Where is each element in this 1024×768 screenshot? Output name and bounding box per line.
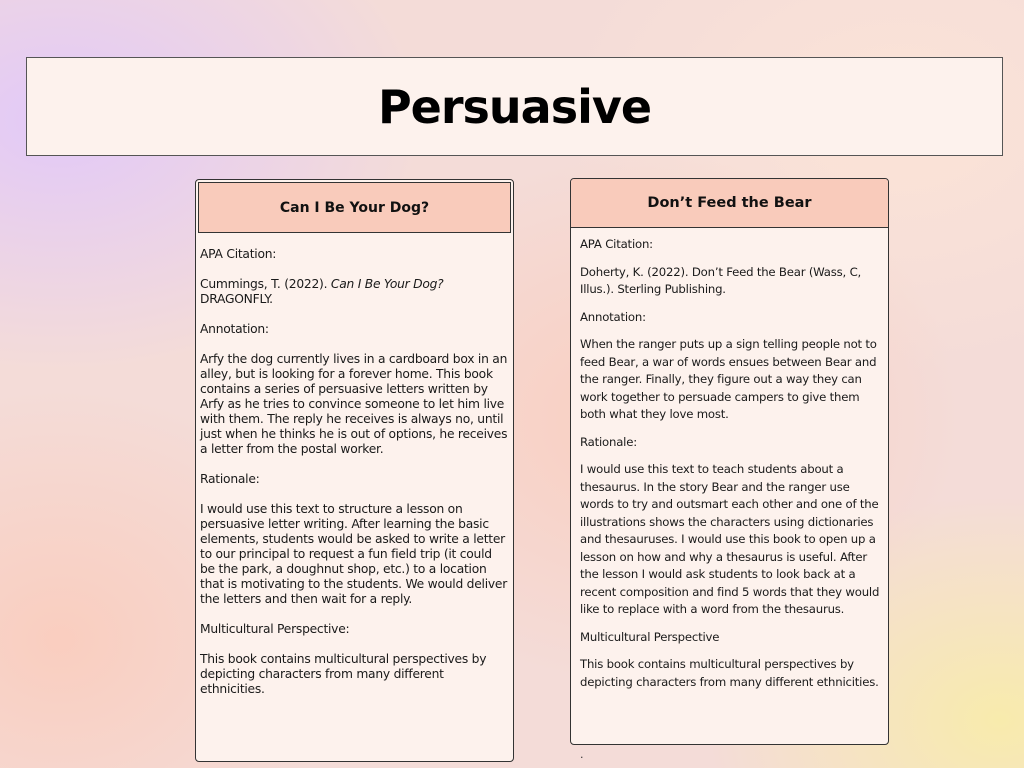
apa-citation: Doherty, K. (2022). Don’t Feed the Bear (Wass, C, Illus.). Sterling Publishing. <box>580 264 862 296</box>
stray-mark: . <box>580 748 584 761</box>
citation-title: Can I Be Your Dog? <box>330 277 444 291</box>
apa-citation <box>200 277 508 307</box>
citation-author-year: Cummings, T. (2022). <box>200 277 331 291</box>
multicultural-text: This book contains multicultural perspectives by depicting characters from many different ethnicities. <box>200 652 487 696</box>
annotation-text: Arfy the dog currently lives in a cardboard box in an alley, but is looking for a forever home. This book contains a series of persuasive letters written by Arfy as he tries to convince someone to let him live with them. The reply he receives is always no, until just when he thinks he is out of options, he receives a letter from the postal worker. <box>200 352 508 456</box>
annotation-label: Annotation: <box>580 309 646 324</box>
apa-citation-label: APA Citation: <box>200 247 277 261</box>
book-card-heading: Don’t Feed the Bear <box>571 179 888 228</box>
annotation-label: Annotation: <box>200 322 269 336</box>
book-card-dont-feed-the-bear <box>570 178 889 745</box>
title-banner <box>26 57 1003 156</box>
book-card-can-i-be-your-dog <box>195 179 514 762</box>
rationale-label: Rationale: <box>200 472 260 486</box>
rationale-text: I would use this text to teach students about a thesaurus. In the story Bear and the ranger use words to try and outsmart each other and one of the illustrations shows the characters using dictionaries and thesauruses. I would use this book to open up a lesson on how and why a thesaurus is useful. After the lesson I would ask students to look back at a recent composition and find 5 words that they would like to replace with a word from the thesaurus. <box>580 462 880 616</box>
apa-citation-label: APA Citation: <box>580 237 653 251</box>
rationale-text: I would use this text to structure a lesson on persuasive letter writing. After learning the basic elements, students would be asked to write a letter to our principal to request a fun field trip (it could be the park, a doughnut shop, etc.) to a location that is motivating to the students. We would deliver the letters and then wait for a reply. <box>200 502 508 606</box>
multicultural-text: This book contains multicultural perspectives by depicting characters from many different ethnicities. <box>580 657 879 689</box>
book-card-body <box>196 233 513 697</box>
citation-publisher: DRAGONFLY. <box>200 292 273 306</box>
book-card-body <box>571 228 888 691</box>
page-title: Persuasive <box>377 79 652 134</box>
annotation-text: When the ranger puts up a sign telling people not to feed Bear, a war of words ensues between Bear and the ranger. Finally, they figure out a way they can work together to persuade campers to give them both what they love most. <box>580 337 877 421</box>
multicultural-label: Multicultural Perspective: <box>200 622 350 636</box>
book-card-heading: Can I Be Your Dog? <box>198 182 511 233</box>
rationale-label: Rationale: <box>580 434 637 449</box>
multicultural-label: Multicultural Perspective <box>580 629 720 644</box>
